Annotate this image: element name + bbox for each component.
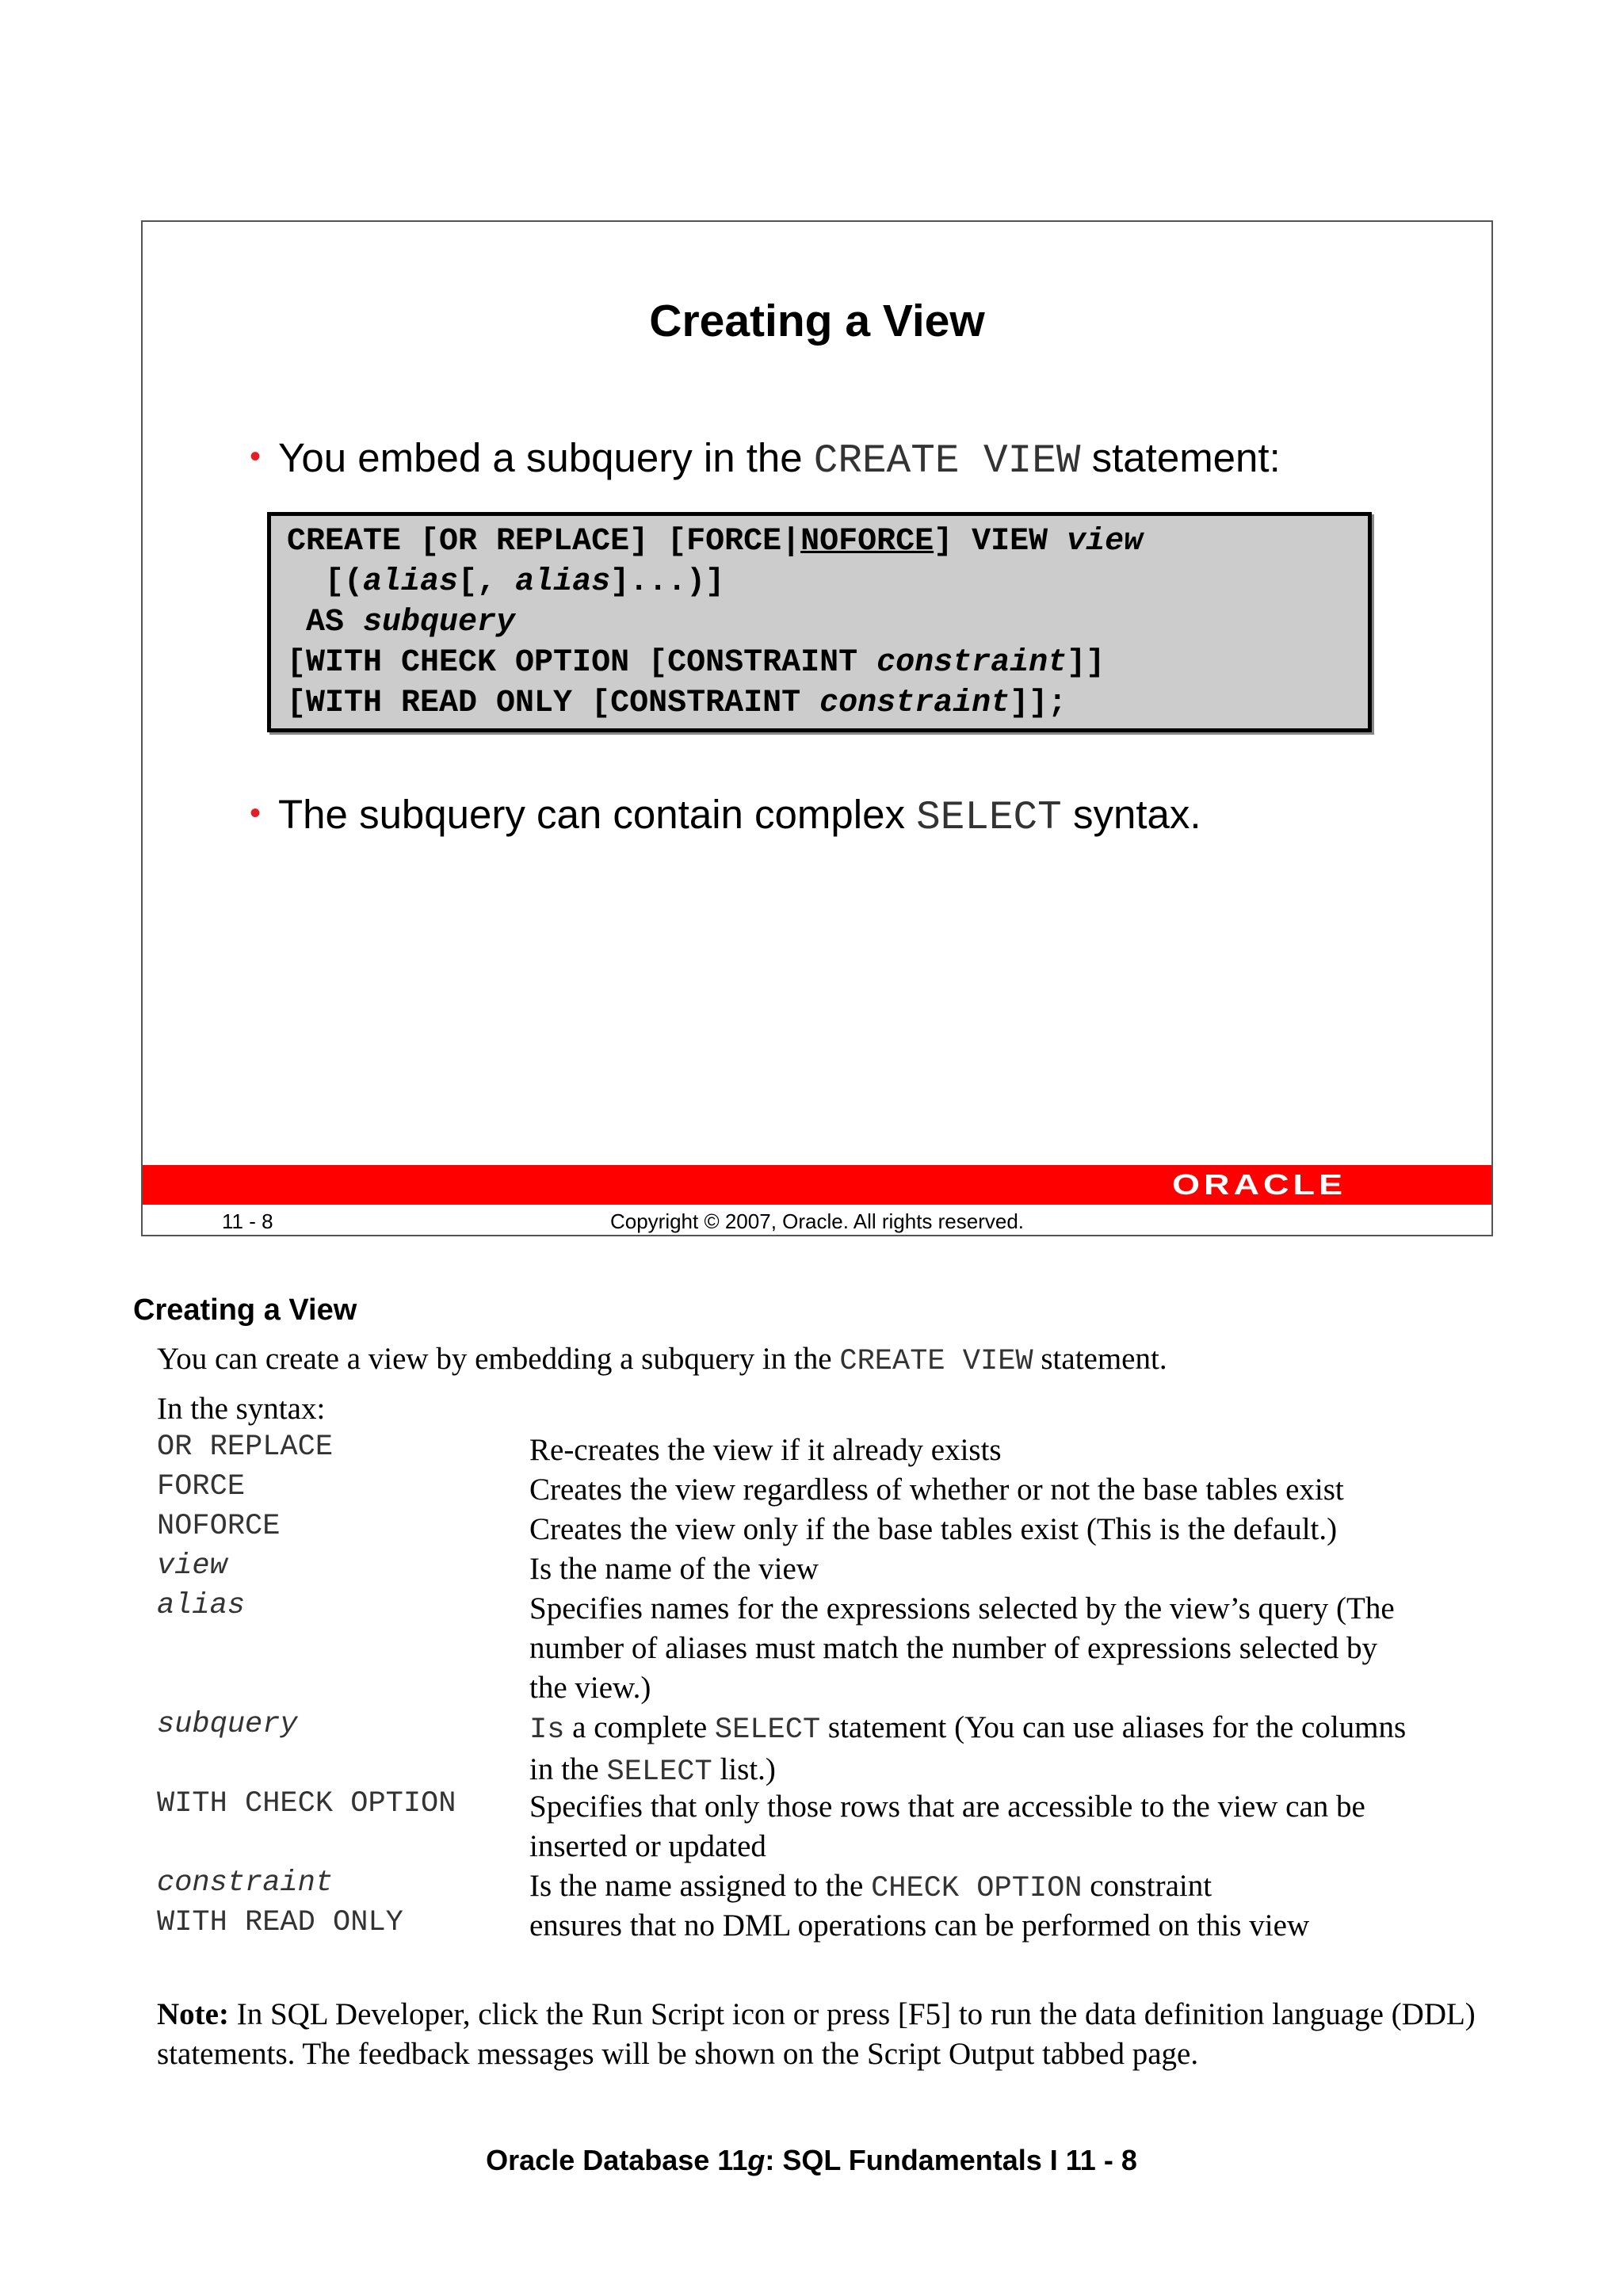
definition-desc: Is the name assigned to the CHECK OPTION constraint [529, 1869, 1212, 1905]
definition-desc: Specifies names for the expressions selected by the view’s query (The number of aliases must match the number of expressions selected by the view.) [529, 1591, 1395, 1705]
bullet-dot-icon: • [250, 439, 262, 474]
bullet-code: SELECT [916, 796, 1062, 841]
slide-bullet-1 [250, 434, 1281, 484]
definition-desc: Specifies that only those rows that are accessible to the view can be inserted or updated [529, 1790, 1365, 1863]
definition-desc: Is a complete SELECT statement (You can use aliases for the columns in the SELECT list.) [529, 1710, 1407, 1789]
note-paragraph [157, 1995, 1520, 2074]
syntax-line-4: [WITH CHECK OPTION [CONSTRAINT constraint]] [287, 645, 1106, 681]
notes-heading: Creating a View [133, 1293, 357, 1327]
definition-term: view [157, 1549, 227, 1583]
syntax-lead: In the syntax: [157, 1392, 326, 1426]
syntax-line-5: [WITH READ ONLY [CONSTRAINT constraint]]; [287, 686, 1067, 721]
notes-intro: You can create a view by embedding a subquery in the CREATE VIEW statement. [157, 1342, 1167, 1378]
definition-term: subquery [157, 1708, 298, 1741]
definition-term: NOFORCE [157, 1510, 281, 1543]
note-label: Note: [157, 1997, 229, 2031]
definition-term: OR REPLACE [157, 1431, 334, 1464]
note-text: In SQL Developer, click the Run Script icon or press [F5] to run the data definition language (DDL) statements. The feedback messages will be shown on the Script Output tabbed page. [157, 1997, 1476, 2071]
bullet-text: You embed a subquery in the [278, 435, 814, 480]
slide-title: Creating a View [649, 296, 985, 346]
slide-number: 11 - 8 [222, 1209, 273, 1233]
bullet-text: syntax. [1061, 792, 1201, 837]
slide [141, 220, 1493, 1236]
definition-desc: Creates the view only if the base tables exist (This is the default.) [529, 1512, 1338, 1546]
definition-term: WITH READ ONLY [157, 1906, 403, 1939]
page-footer: Oracle Database 11g: SQL Fundamentals I 11 - 8 [486, 2144, 1137, 2176]
syntax-box [267, 512, 1372, 732]
syntax-line-1: CREATE [OR REPLACE] [FORCE|NOFORCE] VIEW view [287, 524, 1144, 560]
bullet-code: CREATE VIEW [813, 439, 1081, 484]
slide-bullet-2 [250, 791, 1201, 841]
definition-term: alias [157, 1589, 246, 1622]
definition-term: WITH CHECK OPTION [157, 1787, 456, 1820]
bullet-text: The subquery can contain complex [278, 792, 917, 837]
definition-term: constraint [157, 1866, 334, 1900]
definition-desc: Re-creates the view if it already exists [529, 1433, 1002, 1467]
slide-copyright: Copyright © 2007, Oracle. All rights reserved. [609, 1209, 1025, 1233]
bullet-dot-icon: • [250, 796, 262, 831]
definition-desc: Creates the view regardless of whether or not the base tables exist [529, 1473, 1344, 1507]
syntax-line-2: [(alias[, alias]...)] [287, 564, 725, 600]
bullet-text: statement: [1080, 435, 1281, 480]
definition-term: FORCE [157, 1470, 246, 1503]
definition-desc: ensures that no DML operations can be performed on this view [529, 1908, 1310, 1943]
definition-desc: Is the name of the view [529, 1552, 819, 1586]
syntax-line-3: AS subquery [287, 605, 516, 640]
oracle-logo: ORACLE [1172, 1168, 1346, 1201]
